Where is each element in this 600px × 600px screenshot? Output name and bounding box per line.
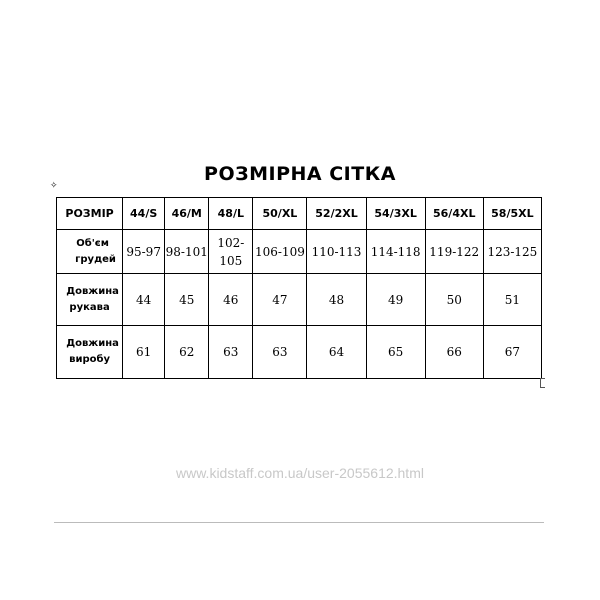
table-resize-handle-icon — [540, 378, 545, 388]
size-header-56-4xl: 56/4XL — [425, 198, 483, 230]
row-label-garment-length — [57, 326, 123, 379]
table-cell: 114-118 — [366, 230, 425, 274]
table-cell-line: 105 — [219, 253, 243, 268]
row-label-line: Довжина — [66, 338, 119, 349]
table-cell: 63 — [253, 326, 307, 379]
table-cell: 119-122 — [425, 230, 483, 274]
table-cell: 98-101 — [165, 230, 209, 274]
row-label-line: грудей — [75, 253, 116, 265]
table-cell: 45 — [165, 274, 209, 326]
size-header-label: РОЗМІР — [57, 198, 123, 230]
table-cell: 66 — [425, 326, 483, 379]
table-cell: 48 — [307, 274, 366, 326]
table-header-row — [57, 198, 542, 230]
table-cell: 67 — [483, 326, 541, 379]
table-cell: 64 — [307, 326, 366, 379]
table-cell: 50 — [425, 274, 483, 326]
table-cell: 123-125 — [483, 230, 541, 274]
table-cell-line: 102- — [217, 235, 245, 250]
watermark-url: www.kidstaff.com.ua/user-2055612.html — [176, 465, 424, 481]
size-header-48-l: 48/L — [209, 198, 253, 230]
table-cell: 49 — [366, 274, 425, 326]
table-cell: 95-97 — [123, 230, 165, 274]
size-header-50-xl: 50/XL — [253, 198, 307, 230]
size-header-46-m: 46/M — [165, 198, 209, 230]
table-row-chest — [57, 230, 542, 274]
table-cell: 110-113 — [307, 230, 366, 274]
table-anchor-icon: ✧ — [50, 181, 58, 191]
table-cell: 44 — [123, 274, 165, 326]
table-cell: 62 — [165, 326, 209, 379]
row-label-line: Об'єм — [76, 237, 109, 249]
size-header-52-2xl: 52/2XL — [307, 198, 366, 230]
table-row-garment-length — [57, 326, 542, 379]
size-header-58-5xl: 58/5XL — [483, 198, 541, 230]
table-cell: 63 — [209, 326, 253, 379]
divider — [54, 522, 544, 523]
row-label-line: виробу — [69, 354, 110, 365]
row-label-line: рукава — [69, 301, 110, 313]
size-header-44-s: 44/S — [123, 198, 165, 230]
row-label-sleeve-length — [57, 274, 123, 326]
table-cell: 51 — [483, 274, 541, 326]
table-cell — [209, 230, 253, 274]
table-cell: 65 — [366, 326, 425, 379]
table-cell: 46 — [209, 274, 253, 326]
size-chart-title: РОЗМІРНА СІТКА — [204, 163, 396, 185]
size-header-54-3xl: 54/3XL — [366, 198, 425, 230]
table-cell: 106-109 — [253, 230, 307, 274]
row-label-line: Довжина — [66, 285, 119, 297]
table-row-sleeve-length — [57, 274, 542, 326]
table-cell: 61 — [123, 326, 165, 379]
row-label-chest — [57, 230, 123, 274]
table-cell: 47 — [253, 274, 307, 326]
size-chart-table — [56, 197, 542, 379]
